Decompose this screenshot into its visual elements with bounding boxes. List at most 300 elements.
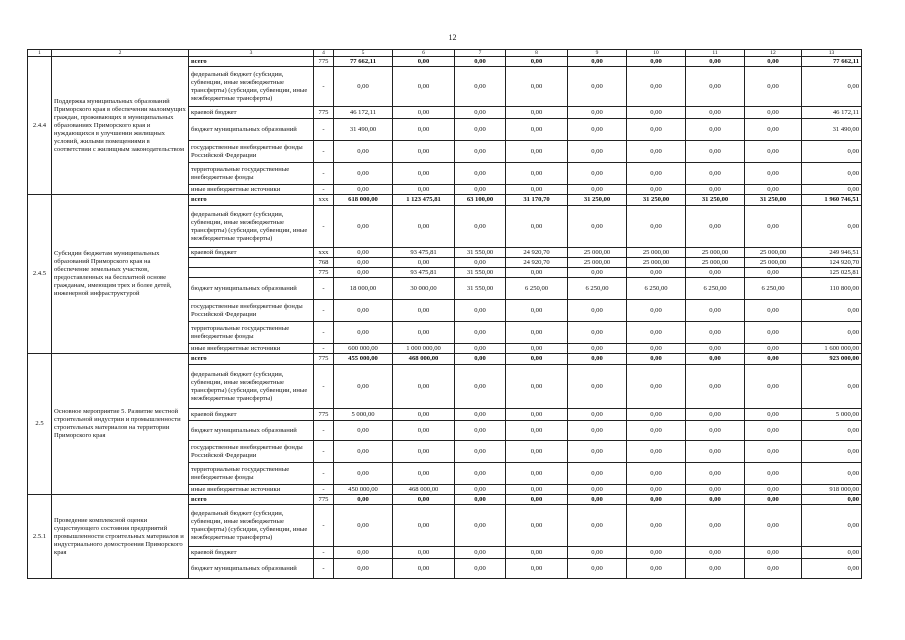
- year-value: 0,00: [568, 119, 627, 141]
- column-number: 5: [334, 50, 393, 57]
- budget-code: -: [314, 344, 334, 354]
- funding-source: краевой бюджет: [189, 547, 314, 559]
- year-value: 0,00: [568, 206, 627, 248]
- year-value: 0,00: [506, 344, 568, 354]
- year-value: 0,00: [686, 365, 745, 409]
- year-value: 0,00: [568, 441, 627, 463]
- year-value: 0,00: [506, 495, 568, 505]
- funding-source: государственные внебюджетные фонды Российской Федерации: [189, 300, 314, 322]
- year-value: 0,00: [745, 441, 802, 463]
- item-title: Поддержка муниципальных образований Приморского края в обеспечении малоимущих граждан, проживающих в муниципальных образованиях Приморского края и нуждающихся в улучшении жилищных условий, жилыми помещениями в соответствии с жилищным законодательством: [52, 57, 189, 195]
- budget-code: -: [314, 547, 334, 559]
- year-value: 600 000,00: [334, 344, 393, 354]
- year-value: 0,00: [455, 300, 506, 322]
- year-value: 0,00: [686, 322, 745, 344]
- year-value: 0,00: [686, 107, 745, 119]
- year-value: 0,00: [745, 409, 802, 421]
- year-value: 0,00: [686, 559, 745, 579]
- year-value: 0,00: [745, 463, 802, 485]
- year-value: 0,00: [686, 547, 745, 559]
- year-value: 0,00: [455, 119, 506, 141]
- year-value: 0,00: [745, 495, 802, 505]
- year-value: 0,00: [506, 300, 568, 322]
- funding-source: государственные внебюджетные фонды Российской Федерации: [189, 141, 314, 163]
- year-value: 25 000,00: [686, 258, 745, 268]
- budget-code: 775: [314, 107, 334, 119]
- year-value: 0,00: [745, 163, 802, 185]
- year-value: 0,00: [686, 185, 745, 195]
- year-value: 468 000,00: [393, 354, 455, 365]
- year-value: 0,00: [455, 258, 506, 268]
- year-value: 0,00: [455, 107, 506, 119]
- year-value: 0,00: [393, 206, 455, 248]
- year-value: 450 000,00: [334, 485, 393, 495]
- table-row: [28, 195, 862, 206]
- funding-source: всего: [189, 195, 314, 206]
- budget-code: -: [314, 278, 334, 300]
- budget-code: -: [314, 559, 334, 579]
- year-value: 77 662,11: [334, 57, 393, 67]
- total-value: 0,00: [802, 67, 862, 107]
- total-value: 923 000,00: [802, 354, 862, 365]
- year-value: 0,00: [568, 268, 627, 278]
- year-value: 0,00: [627, 163, 686, 185]
- budget-code: -: [314, 365, 334, 409]
- year-value: 1 000 000,00: [393, 344, 455, 354]
- year-value: 30 000,00: [393, 278, 455, 300]
- year-value: 0,00: [455, 421, 506, 441]
- budget-code: xxx: [314, 195, 334, 206]
- year-value: 0,00: [745, 485, 802, 495]
- year-value: 0,00: [568, 300, 627, 322]
- funding-source: бюджет муниципальных образований: [189, 421, 314, 441]
- year-value: 0,00: [334, 268, 393, 278]
- year-value: 0,00: [745, 300, 802, 322]
- total-value: 1 960 746,51: [802, 195, 862, 206]
- year-value: 0,00: [334, 463, 393, 485]
- year-value: 0,00: [627, 421, 686, 441]
- funding-source: территориальные государственные внебюджетные фонды: [189, 163, 314, 185]
- year-value: 0,00: [745, 141, 802, 163]
- budget-code: 775: [314, 57, 334, 67]
- year-value: 0,00: [455, 485, 506, 495]
- year-value: 46 172,11: [334, 107, 393, 119]
- funding-source: территориальные государственные внебюджетные фонды: [189, 463, 314, 485]
- year-value: 0,00: [568, 463, 627, 485]
- year-value: 0,00: [334, 163, 393, 185]
- year-value: 0,00: [334, 206, 393, 248]
- year-value: 0,00: [506, 441, 568, 463]
- year-value: 0,00: [745, 421, 802, 441]
- year-value: 0,00: [568, 141, 627, 163]
- year-value: 0,00: [393, 409, 455, 421]
- year-value: 0,00: [568, 322, 627, 344]
- year-value: 0,00: [455, 57, 506, 67]
- total-value: 0,00: [802, 300, 862, 322]
- budget-code: 768: [314, 258, 334, 268]
- year-value: 0,00: [745, 505, 802, 547]
- year-value: 0,00: [686, 409, 745, 421]
- year-value: 31 170,70: [506, 195, 568, 206]
- total-value: 110 800,00: [802, 278, 862, 300]
- funding-source: краевой бюджет: [189, 409, 314, 421]
- year-value: 0,00: [745, 185, 802, 195]
- year-value: 0,00: [393, 365, 455, 409]
- year-value: 0,00: [686, 485, 745, 495]
- year-value: 6 250,00: [686, 278, 745, 300]
- year-value: 25 000,00: [568, 258, 627, 268]
- item-number: 2.5: [28, 354, 52, 495]
- year-value: 0,00: [627, 206, 686, 248]
- year-value: 0,00: [627, 119, 686, 141]
- year-value: 0,00: [455, 163, 506, 185]
- year-value: 0,00: [334, 505, 393, 547]
- year-value: 0,00: [334, 67, 393, 107]
- year-value: 0,00: [745, 365, 802, 409]
- year-value: 0,00: [334, 441, 393, 463]
- year-value: 0,00: [455, 67, 506, 107]
- year-value: 0,00: [393, 163, 455, 185]
- total-value: 5 000,00: [802, 409, 862, 421]
- item-number: 2.4.4: [28, 57, 52, 195]
- total-value: 0,00: [802, 322, 862, 344]
- year-value: 0,00: [506, 185, 568, 195]
- funding-source: федеральный бюджет (субсидии, субвенции, иные межбюджетные трансферты) (субсидии, субвенции, иные межбюджетные трансферты): [189, 365, 314, 409]
- year-value: 0,00: [393, 300, 455, 322]
- funding-source: бюджет муниципальных образований: [189, 119, 314, 141]
- year-value: 0,00: [393, 547, 455, 559]
- year-value: 0,00: [627, 547, 686, 559]
- year-value: 25 000,00: [627, 248, 686, 258]
- total-value: 0,00: [802, 421, 862, 441]
- year-value: 0,00: [506, 485, 568, 495]
- funding-source: бюджет муниципальных образований: [189, 559, 314, 579]
- year-value: 0,00: [686, 119, 745, 141]
- year-value: 0,00: [455, 463, 506, 485]
- year-value: 0,00: [455, 185, 506, 195]
- year-value: 0,00: [627, 67, 686, 107]
- year-value: 0,00: [506, 365, 568, 409]
- year-value: 0,00: [627, 409, 686, 421]
- year-value: 0,00: [455, 441, 506, 463]
- budget-code: -: [314, 185, 334, 195]
- funding-source: федеральный бюджет (субсидии, субвенции, иные межбюджетные трансферты) (субсидии, субвенции, иные межбюджетные трансферты): [189, 206, 314, 248]
- year-value: 31 550,00: [455, 248, 506, 258]
- column-number: 2: [52, 50, 189, 57]
- total-value: 0,00: [802, 547, 862, 559]
- column-number: 6: [393, 50, 455, 57]
- year-value: 0,00: [627, 495, 686, 505]
- year-value: 0,00: [455, 365, 506, 409]
- year-value: 0,00: [506, 67, 568, 107]
- year-value: 0,00: [627, 559, 686, 579]
- year-value: 0,00: [627, 463, 686, 485]
- column-number-row: [28, 50, 862, 57]
- year-value: 0,00: [455, 559, 506, 579]
- year-value: 18 000,00: [334, 278, 393, 300]
- column-number: 13: [802, 50, 862, 57]
- budget-code: -: [314, 505, 334, 547]
- year-value: 0,00: [506, 547, 568, 559]
- year-value: 0,00: [506, 505, 568, 547]
- year-value: 0,00: [393, 67, 455, 107]
- year-value: 0,00: [568, 57, 627, 67]
- budget-code: xxx: [314, 248, 334, 258]
- funding-source: государственные внебюджетные фонды Российской Федерации: [189, 441, 314, 463]
- total-value: 249 946,51: [802, 248, 862, 258]
- budget-code: -: [314, 441, 334, 463]
- year-value: 5 000,00: [334, 409, 393, 421]
- total-value: 0,00: [802, 206, 862, 248]
- column-number: 4: [314, 50, 334, 57]
- year-value: 0,00: [627, 322, 686, 344]
- year-value: 0,00: [627, 107, 686, 119]
- year-value: 0,00: [506, 141, 568, 163]
- budget-code: 775: [314, 268, 334, 278]
- year-value: 0,00: [334, 300, 393, 322]
- budget-code: -: [314, 206, 334, 248]
- year-value: 0,00: [686, 505, 745, 547]
- budget-table: [27, 49, 862, 579]
- year-value: 0,00: [455, 344, 506, 354]
- year-value: 0,00: [686, 57, 745, 67]
- year-value: 0,00: [627, 268, 686, 278]
- year-value: 0,00: [686, 67, 745, 107]
- year-value: 0,00: [455, 505, 506, 547]
- total-value: 0,00: [802, 185, 862, 195]
- year-value: 0,00: [627, 505, 686, 547]
- funding-source: федеральный бюджет (субсидии, субвенции, иные межбюджетные трансферты) (субсидии, субвенции, иные межбюджетные трансферты): [189, 67, 314, 107]
- table-body: [28, 50, 862, 579]
- year-value: 0,00: [334, 365, 393, 409]
- year-value: 0,00: [745, 57, 802, 67]
- year-value: 25 000,00: [686, 248, 745, 258]
- total-value: 125 025,81: [802, 268, 862, 278]
- total-value: 0,00: [802, 495, 862, 505]
- year-value: 0,00: [506, 119, 568, 141]
- year-value: 0,00: [393, 141, 455, 163]
- year-value: 0,00: [627, 141, 686, 163]
- year-value: 0,00: [506, 206, 568, 248]
- total-value: 0,00: [802, 365, 862, 409]
- year-value: 0,00: [334, 421, 393, 441]
- year-value: 0,00: [393, 185, 455, 195]
- year-value: 0,00: [686, 163, 745, 185]
- year-value: 0,00: [686, 268, 745, 278]
- year-value: 0,00: [745, 354, 802, 365]
- total-value: 46 172,11: [802, 107, 862, 119]
- funding-source: всего: [189, 495, 314, 505]
- year-value: 0,00: [455, 354, 506, 365]
- funding-source: всего: [189, 57, 314, 67]
- year-value: 0,00: [568, 354, 627, 365]
- year-value: 31 550,00: [455, 278, 506, 300]
- budget-code: -: [314, 322, 334, 344]
- budget-code: -: [314, 421, 334, 441]
- year-value: 0,00: [686, 344, 745, 354]
- total-value: 0,00: [802, 505, 862, 547]
- year-value: 0,00: [568, 163, 627, 185]
- year-value: 0,00: [627, 185, 686, 195]
- year-value: 0,00: [568, 67, 627, 107]
- total-value: 918 000,00: [802, 485, 862, 495]
- funding-source: краевой бюджет: [189, 107, 314, 119]
- total-value: 0,00: [802, 463, 862, 485]
- year-value: 0,00: [393, 119, 455, 141]
- year-value: 0,00: [745, 344, 802, 354]
- column-number: 8: [506, 50, 568, 57]
- year-value: 0,00: [627, 344, 686, 354]
- year-value: 31 250,00: [568, 195, 627, 206]
- year-value: 0,00: [506, 409, 568, 421]
- year-value: 25 000,00: [568, 248, 627, 258]
- item-title: Основное мероприятие 5. Развитие местной строительной индустрии и промышленности строительных материалов на территории Приморского края: [52, 354, 189, 495]
- total-value: 77 662,11: [802, 57, 862, 67]
- year-value: 0,00: [506, 322, 568, 344]
- funding-source: территориальные государственные внебюджетные фонды: [189, 322, 314, 344]
- year-value: 0,00: [393, 322, 455, 344]
- year-value: 0,00: [568, 409, 627, 421]
- column-number: 12: [745, 50, 802, 57]
- budget-code: 775: [314, 409, 334, 421]
- year-value: 0,00: [568, 505, 627, 547]
- year-value: 0,00: [334, 258, 393, 268]
- year-value: 0,00: [455, 547, 506, 559]
- year-value: 0,00: [686, 495, 745, 505]
- total-value: 0,00: [802, 559, 862, 579]
- year-value: 31 250,00: [745, 195, 802, 206]
- year-value: 0,00: [393, 505, 455, 547]
- year-value: 0,00: [686, 463, 745, 485]
- funding-source: бюджет муниципальных образований: [189, 278, 314, 300]
- column-number: 3: [189, 50, 314, 57]
- year-value: 6 250,00: [568, 278, 627, 300]
- year-value: 63 100,00: [455, 195, 506, 206]
- year-value: 618 000,00: [334, 195, 393, 206]
- year-value: 31 250,00: [686, 195, 745, 206]
- year-value: 25 000,00: [745, 248, 802, 258]
- year-value: 0,00: [393, 421, 455, 441]
- column-number: 7: [455, 50, 506, 57]
- total-value: 31 490,00: [802, 119, 862, 141]
- total-value: 0,00: [802, 163, 862, 185]
- year-value: 31 490,00: [334, 119, 393, 141]
- year-value: 0,00: [745, 547, 802, 559]
- budget-code: 775: [314, 495, 334, 505]
- table-row: [28, 57, 862, 67]
- year-value: 0,00: [568, 495, 627, 505]
- year-value: 0,00: [455, 409, 506, 421]
- year-value: 93 475,81: [393, 268, 455, 278]
- year-value: 25 000,00: [745, 258, 802, 268]
- year-value: 0,00: [334, 248, 393, 258]
- year-value: 0,00: [627, 354, 686, 365]
- budget-code: -: [314, 67, 334, 107]
- year-value: 0,00: [745, 107, 802, 119]
- budget-code: -: [314, 463, 334, 485]
- funding-source: [189, 268, 314, 278]
- year-value: 0,00: [455, 206, 506, 248]
- year-value: 0,00: [745, 67, 802, 107]
- year-value: 0,00: [393, 441, 455, 463]
- year-value: 0,00: [745, 268, 802, 278]
- budget-code: -: [314, 163, 334, 185]
- year-value: 0,00: [627, 441, 686, 463]
- year-value: 0,00: [506, 163, 568, 185]
- year-value: 0,00: [506, 463, 568, 485]
- year-value: 0,00: [455, 141, 506, 163]
- year-value: 0,00: [334, 547, 393, 559]
- year-value: 0,00: [393, 107, 455, 119]
- year-value: 24 920,70: [506, 248, 568, 258]
- budget-code: -: [314, 119, 334, 141]
- column-number: 1: [28, 50, 52, 57]
- year-value: 6 250,00: [506, 278, 568, 300]
- page-number: 12: [448, 33, 457, 42]
- year-value: 0,00: [568, 559, 627, 579]
- year-value: 0,00: [506, 421, 568, 441]
- funding-source: федеральный бюджет (субсидии, субвенции, иные межбюджетные трансферты) (субсидии, субвенции, иные межбюджетные трансферты): [189, 505, 314, 547]
- year-value: 0,00: [568, 344, 627, 354]
- year-value: 0,00: [334, 559, 393, 579]
- total-value: 0,00: [802, 141, 862, 163]
- year-value: 0,00: [506, 107, 568, 119]
- budget-code: -: [314, 300, 334, 322]
- year-value: 0,00: [455, 322, 506, 344]
- year-value: 0,00: [745, 206, 802, 248]
- budget-code: 775: [314, 354, 334, 365]
- year-value: 0,00: [393, 57, 455, 67]
- year-value: 0,00: [686, 300, 745, 322]
- year-value: 0,00: [506, 57, 568, 67]
- year-value: 0,00: [686, 441, 745, 463]
- funding-source: [189, 258, 314, 268]
- year-value: 0,00: [568, 485, 627, 495]
- item-title: Проведение комплексной оценки существующего состояния предприятий промышленности строительных материалов и индустриального домостроения Приморского края: [52, 495, 189, 579]
- year-value: 0,00: [627, 57, 686, 67]
- year-value: 0,00: [455, 495, 506, 505]
- budget-code: -: [314, 141, 334, 163]
- year-value: 0,00: [627, 300, 686, 322]
- funding-source: иные внебюджетные источники: [189, 485, 314, 495]
- column-number: 10: [627, 50, 686, 57]
- year-value: 0,00: [568, 107, 627, 119]
- year-value: 31 250,00: [627, 195, 686, 206]
- year-value: 0,00: [627, 485, 686, 495]
- year-value: 0,00: [334, 141, 393, 163]
- year-value: 0,00: [568, 365, 627, 409]
- item-title: Субсидии бюджетам муниципальных образований Приморского края на обеспечение земельных участков, предоставленных на бесплатной основе гражданам, имеющим трех и более детей, инженерной инфраструктурой: [52, 195, 189, 354]
- year-value: 1 123 475,81: [393, 195, 455, 206]
- item-number: 2.5.1: [28, 495, 52, 579]
- total-value: 0,00: [802, 441, 862, 463]
- total-value: 124 920,70: [802, 258, 862, 268]
- year-value: 25 000,00: [627, 258, 686, 268]
- total-value: 1 600 000,00: [802, 344, 862, 354]
- year-value: 0,00: [745, 119, 802, 141]
- year-value: 0,00: [568, 185, 627, 195]
- year-value: 0,00: [393, 495, 455, 505]
- year-value: 0,00: [393, 559, 455, 579]
- year-value: 24 920,70: [506, 258, 568, 268]
- budget-code: -: [314, 485, 334, 495]
- funding-source: иные внебюджетные источники: [189, 185, 314, 195]
- year-value: 0,00: [334, 322, 393, 344]
- year-value: 0,00: [686, 354, 745, 365]
- year-value: 0,00: [506, 559, 568, 579]
- year-value: 0,00: [334, 495, 393, 505]
- table-row: [28, 354, 862, 365]
